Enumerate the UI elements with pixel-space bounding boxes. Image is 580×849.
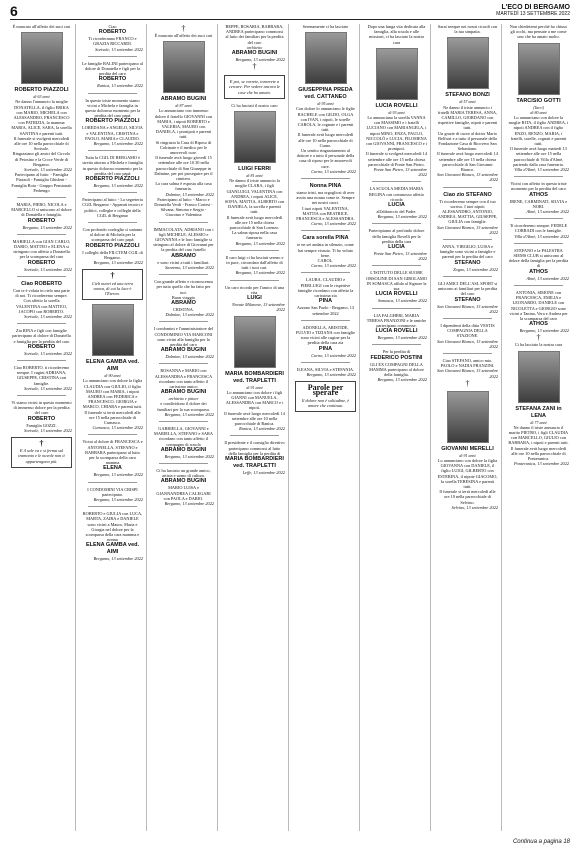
notice-text: MARIELLA con GIAN CARLO, DARIO, MATTEO e ELENA si stringono con affetto a Donatella per la scomparsa del caro — [12, 238, 71, 260]
divider — [514, 243, 563, 244]
age-note: di 91 anni — [246, 384, 263, 390]
place-date: Bergamo, 13 settembre 2022 — [93, 183, 143, 189]
age-note: (Tarci) — [533, 104, 544, 110]
notice-text: ANNA, VIRGILIO, LUISA e famiglie sono vicini a famiglie e parenti per la perdita del caro — [439, 244, 496, 260]
notice-text: Un sentito ringraziamento al dottore e a tutto il personale della casa di riposo per le amorevoli cure. — [296, 148, 355, 169]
age-note: di 81 anni — [246, 173, 263, 179]
notice-text: BEPPE, ROSARIA, BARBARA, ANDREA partecipano commossi al lutto dei familiari per la perdita del caro — [225, 24, 284, 45]
notice-text: siamo tristi, ma orgogliosi di aver avuto una nonna come te. Sempre nei nostri cuori. — [296, 190, 355, 206]
divider — [159, 222, 208, 223]
page-header — [10, 4, 570, 20]
publication-info — [496, 4, 570, 18]
place-date: Sorisole, 13 settembre 2022 — [95, 46, 143, 52]
notice-text: Il funerale si svolgerà mercoledì 14 settembre alle ore 15 nella chiesa parrocchiale di Ponte San Pietro. — [366, 151, 427, 167]
place-date: San Giovanni Bianco, 13 settembre 2022 — [437, 172, 498, 183]
notice-text: Per la perdita di — [382, 349, 411, 355]
divider — [17, 276, 66, 277]
notice-text: IRENE, CARMINATI, SILVIA e NORI. — [509, 198, 568, 209]
quote-title: † — [110, 271, 115, 281]
place-date: Bergamo, 13 settembre 2022 — [93, 556, 143, 562]
notice-text: Partecipano al lutto: - Marco e Donatella Verdi - Franco Cortesi - Silvana, Simona e Sergio - Giacomo e Valentina — [154, 196, 213, 218]
place-date: Bergamo, 13 settembre 2022 — [22, 224, 72, 230]
notice-text: Con te è volata in cielo una parte di noi. Ti ricorderemo sempre. — [13, 287, 70, 299]
deceased-name: ATHOS — [529, 268, 548, 275]
deceased-name: MARIA BOMBARDIERI ved. TRAPLETTI — [225, 370, 284, 384]
notice-text: Ne danno il triste annuncio la moglie CLARA, i figli GIANLUIGI, VALENTINA con ANDREA, i nipoti ALICE, SOFIA, MATTIA, ALBERTO con DANIELA, la sorella e parenti tutti. — [224, 178, 285, 215]
portrait-photo — [376, 48, 418, 100]
notice-text: te ne sei andata in silenzio, come hai sempre vissuto. Ti ho voluto bene. — [297, 242, 354, 258]
place-date: Curno, 13 settembre 2022 — [311, 263, 356, 269]
deceased-name: ABRAMO BUGINI — [160, 478, 207, 485]
divider — [230, 280, 279, 281]
notice-text: Non chiedetemi perché ho chiuso gli occhi, ma pensate a me come uno che ha amato molto. — [509, 24, 568, 40]
notice-text: Ti ricorderanno FRANCO e GRAZIA RICCARDI. — [88, 36, 137, 47]
divider — [443, 239, 492, 240]
place-date: Selvino, 13 settembre 2022 — [451, 504, 498, 510]
divider — [88, 192, 137, 193]
notice-text: Lo annunciano con dolore la figlia GIOVANNA con DANIELE, il figlio LUIGI, GILBERTO con ESTERINA, il nipote GIACOMO, la sorella TERESINA e parenti tutti. — [437, 457, 498, 489]
notice-text: Il funerale avrà luogo mercoledì alle ore 10 nella parrocchiale di Ponteranica. — [510, 445, 567, 461]
place-date: Sorisole, 13 settembre 2022 — [24, 266, 72, 272]
notice-text: GLI AMICI DELL'ASL SPORT si uniscono ai familiari per la perdita del caro — [437, 280, 498, 297]
deceased-name: ROBERTO — [27, 217, 56, 224]
deceased-name: ABRAMO BUGINI — [160, 446, 207, 453]
deceased-name: LUIGI — [247, 295, 262, 302]
place-date: Bergamo, 13 settembre 2022 — [93, 472, 143, 478]
quote-title: † — [39, 438, 44, 448]
divider — [159, 274, 208, 275]
deceased-name: ELENA — [103, 465, 122, 472]
notice-text: I colleghi della FILCTEM CGIL di Bergamo. — [82, 249, 143, 260]
deceased-name: ATHOS — [529, 191, 548, 198]
obituary-column — [292, 24, 360, 831]
divider — [372, 344, 421, 345]
deceased-name: Ciao ROBERTO — [21, 280, 62, 287]
place-date: Zogno, 13 settembre 2022 — [453, 266, 498, 272]
deceased-name: MARIA BOMBARDIERI ved. TRAPLETTI — [225, 455, 284, 469]
divider — [443, 276, 492, 277]
deceased-name: LUCIA — [388, 202, 405, 209]
notice-text: Un grazie di cuore al dottor Mario Belfiori e a tutto il personale della Fondazione Casa di Ricovero San Sebastiano. — [438, 130, 497, 152]
deceased-name: STEFANO BONZI — [445, 92, 490, 99]
cross-icon: † — [536, 333, 541, 343]
place-date: Curno, 13 settembre 2022 — [311, 352, 356, 358]
notice-text: MARIO LUISA e GIANNANDREA CALEGARI con PAOLA e DARIO. — [156, 485, 211, 501]
place-date: Sorisole, 13 settembre 2022 — [24, 385, 72, 391]
deceased-name: ABRAMO BUGINI — [231, 50, 278, 57]
portrait-photo — [447, 37, 489, 89]
notice-text: Serenamente ci ha lasciato — [302, 24, 349, 29]
deceased-name: LUCIA ROVELLI — [375, 328, 418, 335]
divider — [88, 56, 137, 57]
place-date: Bergamo, 13 settembre 2022 — [235, 240, 285, 246]
notice-text: ADONELLA, ARISTIDE, FULVIO e TIZIANA con famiglie sono vicini alle cugine per la perdita della cara zia — [295, 324, 356, 346]
notice-text: Il funerale si terrà mercoledì alle ore 10 nella parrocchiale di Selvino. — [439, 489, 496, 505]
notice-text: Vicini con affetto in questo triste momento per la perdita del caro — [510, 181, 567, 192]
divider — [372, 181, 421, 182]
notice-text: Ne danno il triste annuncio i fratelli MARIA TERESA, ANNA, CAMILLO, GIORDANO con rispettive famiglie, nipoti e parenti tutti. — [437, 104, 498, 131]
notice-text: Il funerale si svolgerà mercoledì alle ore 10 nella parrocchiale di Sorisole. — [13, 135, 70, 152]
divider — [372, 223, 421, 224]
deceased-name: FEDERICO POSTINI — [370, 354, 423, 361]
place-date: Villa d'Almè, 13 settembre 2022 — [514, 233, 569, 239]
notice-text: Partecipano al lutto: - Famiglia Piazzoli - Famiglia Ghisleni - Famiglia Rota - Gruppo Pensionati Pedrengo — [11, 172, 72, 193]
portrait-photo — [518, 351, 560, 403]
divider — [301, 178, 350, 179]
obituary-column — [8, 24, 76, 831]
quote-box — [11, 437, 72, 468]
place-date: Bergamo, 13 settembre 2022 — [164, 453, 214, 459]
portrait-photo — [21, 32, 63, 84]
place-date: Bergamo, 13 settembre 2022 — [93, 141, 143, 147]
notice-text: Il funerale avrà luogo mercoledì alle ore 10 nella parrocchiale di Curno. — [297, 132, 354, 148]
notice-text: CRISTINA. — [173, 306, 194, 312]
notice-text: ILEANA, SILVIA e STEFANIA. — [296, 366, 355, 372]
notice-text: I condomini e l'amministratore del CONDOMINIO VIA MARCONI sono vicini alla famiglia per la perdita del caro — [153, 326, 214, 347]
place-date: Bergamo, 13 settembre 2022 — [519, 328, 569, 334]
deceased-name: PINA — [318, 298, 333, 305]
place-date: Dalmine, 13 settembre 2022 — [165, 312, 214, 318]
deceased-name: LUIGI FERRI — [238, 166, 271, 173]
notice-text: ROSANNA e MARIO con ALESSANDRA e FRANCESCA ricordano con tanto affetto il carissimo amico — [154, 368, 213, 389]
place-date: Bergamo, 13 settembre 2022 — [93, 496, 143, 502]
notice-text: MARIA, PIERO, NICOLA e MARCELLO si uniscono al dolore di Donatella e famiglia. — [11, 202, 72, 218]
deceased-name: ROBERTO — [98, 29, 127, 36]
cross-icon: † — [465, 378, 470, 388]
place-date: Dalmine, 13 settembre 2022 — [165, 191, 214, 197]
place-date: Sorisole, 13 settembre 2022 — [24, 350, 72, 356]
divider — [17, 323, 66, 324]
notice-text: Azzano San Paolo - Bergamo, 13 settembre 2022 — [296, 305, 355, 316]
divider — [88, 93, 137, 94]
notice-text: Con profondo cordoglio ci uniamo al dolore di Michela per la scomparsa del caro papà — [82, 227, 143, 243]
portrait-photo — [92, 304, 134, 356]
notice-text: Partecipiamo al profondo dolore della famiglia Rovelli per la perdita della cara — [368, 228, 425, 244]
cross-icon: † — [252, 62, 257, 72]
notice-text: LA SCUOLA MEDIA MARIA REGINA con commosso affetto ricorda — [369, 186, 424, 202]
publication-name: L'ECO DI BERGAMO — [501, 4, 570, 11]
notice-text: STEFANO e la PALESTRA SIEMS CLUB si uniscono al dolore della famiglia per la perdita di — [508, 247, 569, 269]
notice-text: L'ISTITUTO DELLE SUORE ORSOLINE DI SAN GIROLAMO IN SOMASCA affida al Signore la sua — [366, 270, 427, 292]
place-date: San Giovanni Bianco, 13 settembre 2022 — [437, 224, 498, 235]
age-note: di 87 anni — [175, 103, 192, 109]
deceased-name: ROBERTO — [27, 343, 56, 350]
divider — [159, 463, 208, 464]
deceased-name: ABRAMO BUGINI — [160, 389, 207, 396]
obituary-columns — [8, 24, 572, 831]
deceased-name: ABRAMO BUGINI — [160, 96, 207, 103]
notice-text: Un caro ricordo per l'amico di una vita. — [225, 284, 284, 295]
age-note: di 80 anni — [530, 109, 547, 115]
divider — [230, 435, 279, 436]
continue-note: Continua a pagina 18 — [512, 839, 570, 845]
notice-text: Il funerale avrà luogo giovedì 15 settembre alle ore 10.30 nella parrocchiale di San Giuseppe in Dalmine, per poi proseguire per il cimitero. — [154, 155, 213, 182]
age-note: di 57 anni — [459, 99, 476, 105]
place-date: Somasca, 13 settembre 2022 — [377, 298, 427, 304]
deceased-name: ATHOS — [529, 321, 548, 328]
place-date: Sorisole, 13 settembre 2022 — [24, 167, 72, 173]
notice-text: Ciao STEFANO, amico mio. PAOLO e NADIA FRANZINI. — [440, 357, 495, 369]
notice-text: Con grande affetto e riconoscenza per tutto quello che ha fatto per noi. — [154, 279, 213, 295]
place-date: Ponte San Pietro, 13 settembre 2022 — [373, 251, 427, 262]
portrait-photo — [163, 41, 205, 93]
quote-box — [295, 381, 356, 412]
notice-text: I dipendenti della ditta VESTIS COMPAGNIA DELLA STAZIONE. — [440, 322, 495, 339]
notice-text: all'abbraccio del Padre. — [376, 209, 417, 215]
notice-text: Vi siamo vicini in questo momento di immenso dolore per la perdita del caro — [11, 399, 72, 416]
divider — [443, 187, 492, 188]
deceased-name: LUCIA — [388, 244, 405, 251]
obituary-column — [79, 24, 147, 831]
obituary-column — [363, 24, 431, 831]
notice-text: Ciao — [108, 24, 117, 29]
deceased-name: ELENA GAMBA ved. AIMI — [85, 359, 140, 373]
divider — [17, 360, 66, 361]
notice-text: Lo annunciano la sorella VANNA con MASSIMO e i fratelli LUCIANO con MARIANGELA, i nipoti MINO, ENZA, PAULO, NICCOLÒ e LUCIA, FILOMENA con GIOVANNI, FRANCESCO e i pronipoti. — [366, 115, 427, 152]
divider — [514, 176, 563, 177]
deceased-name: STEFANO — [454, 296, 481, 303]
notice-text: Il presidente e il consiglio direttivo partecipano commossi al lutto della famiglia per la perdita di — [224, 440, 285, 456]
notice-text: Partecipano al lutto: - La segreteria CGIL Bergamo - Apparati tecnici e politici, colleghe e colleghi della CGIL di Bergamo — [82, 197, 143, 218]
portrait-photo — [518, 43, 560, 95]
deceased-name: ABRAMO BUGINI — [160, 347, 207, 354]
place-date: Bergamo, 13 settembre 2022 — [164, 411, 214, 417]
notice-text: I tuoi nipoti VALENTINA, MATTIA con BEATRICE, FRANCESCA e ALESSANDRA. — [296, 205, 355, 222]
notice-text: I CONDOMINI VIA CRISPI partecipano. — [87, 486, 138, 497]
place-date: Curno, 13 settembre 2022 — [311, 221, 356, 227]
portrait-photo — [305, 32, 347, 84]
notice-text: LAURA, CLAUDIO e PIERLUIGI con le rispettive famiglie ricordano con affetto la carissima zia — [297, 277, 354, 299]
divider — [301, 230, 350, 231]
age-note: architetto e pittore — [168, 396, 199, 402]
notice-text: Con affetto la sorella VALENTINA con MATTEO, JACOPO con ROBERTO. — [16, 298, 67, 314]
divider — [88, 222, 137, 223]
place-date: Bergamo, 13 settembre 2022 — [235, 270, 285, 276]
divider — [88, 150, 137, 151]
page-number: 6 — [10, 3, 18, 19]
notice-text: È mancato all'affetto dei suoi cari — [154, 33, 213, 38]
notice-text: Il funerale avrà luogo mercoledì 14 settembre alle ore 15 nella chiesa parrocchiale di San Giovanni Bianco. — [437, 151, 498, 173]
divider — [88, 482, 137, 483]
publication-date: MARTEDÌ 13 SETTEMBRE 2022 — [496, 11, 570, 17]
divider — [159, 363, 208, 364]
divider — [159, 321, 208, 322]
notice-text: Si ringrazia la Casa di Riposo di Calcinate e il medico per le amorevoli cure. — [155, 139, 212, 156]
deceased-name: LUCIA ROVELLI — [375, 291, 418, 298]
notice-text: È mancato all'affetto dei suoi cari — [12, 24, 71, 29]
place-date: Leffe, 13 settembre 2022 — [242, 469, 285, 475]
notice-text: La salma riposa nella casa funeraria. — [231, 230, 278, 241]
notice-text: Ne danno il triste annuncio il marito PIETRO, i figli CLAUDIA con MARCELLO, GIULIO con BARBARA, i nipoti e parenti tutti. — [508, 424, 569, 446]
portrait-photo — [447, 391, 489, 443]
notice-text: Ci ha lasciato un grande amico, artista e uomo di cultura. — [156, 467, 211, 479]
divider — [159, 421, 208, 422]
notice-text: Con dolore lo annunciano le figlie RACHELE con GILDO, OLGA con IVAN, i nipoti, le sorelle CAROLA, le cognate e i parenti tutti. — [296, 106, 355, 133]
notice-text: Le famiglie BALINI partecipano al dolore di Donatella e figli per la perdita del caro — [82, 60, 143, 77]
place-date: Bergamo, 13 settembre 2022 — [377, 214, 427, 220]
place-date: Sorisole, 13 settembre 2022 — [24, 313, 72, 319]
notice-text: Ti ricorderemo sempre con il tuo sorriso. I tuoi nipoti ALESSANDRO, ANTONIO, ANDREA, MATTIA, GIUSEPPE, GIULIA con famiglie. — [437, 198, 498, 225]
place-date: Dalmine, 13 settembre 2022 — [165, 354, 214, 360]
quote-box — [224, 75, 285, 99]
place-date: Villa d'Almè, 13 settembre 2022 — [514, 167, 569, 173]
obituary-column — [434, 24, 502, 831]
notice-text: Lo annunciano con dolore la moglie RITA, il figlio ANDREA, i nipoti ANDREA con il figlio ENZO, RENZO, MARIA, i fratelli, sorelle, cognati e parenti tutti. — [508, 115, 569, 147]
place-date: Almè, 13 settembre 2022 — [526, 209, 569, 215]
divider — [301, 272, 350, 273]
place-date: Curno, 13 settembre 2022 — [311, 168, 356, 174]
place-date: Ranica, 13 settembre 2022 — [239, 426, 285, 432]
place-date: Sorisole, 13 settembre 2022 — [24, 427, 72, 433]
notice-text: Dopo una lunga vita dedicata alla famiglia, alla scuola e alle missioni, ci ha lasciato la nostra cara — [367, 24, 426, 45]
divider — [301, 362, 350, 363]
quote-text: E il sole va e si ferma sul tramonto e le nuvole non ti appartengono più. — [18, 448, 65, 464]
deceased-name: GIUSEPPINA PREDA ved. CATTANEO — [298, 87, 353, 101]
notice-text: LOREDANA e ANGELO, SILVIA e VALENTINA, CRISTINA e PAOLO, MARIA e CLAUDIO. — [82, 125, 143, 141]
deceased-name: STEFANA ZANI in LENA — [515, 405, 562, 419]
place-date: Sanremo, 13 settembre 2022 — [165, 264, 214, 270]
divider — [88, 506, 137, 507]
deceased-name: Cara sorella PINA — [302, 235, 349, 242]
deceased-name: ROBERTO — [98, 76, 127, 83]
notice-text: Ci ha lasciati il nostro caro — [231, 102, 278, 108]
deceased-name: PINA — [318, 345, 333, 352]
notice-text: Il funerale avrà luogo mercoledì alle ore 15 nella chiesa parrocchiale di San Lorenzo. — [226, 214, 283, 231]
deceased-name: LUCIA ROVELLI — [375, 102, 418, 109]
notice-text: e sono vicini a tutti i familiari. — [157, 259, 210, 265]
place-date: Bergamo, 13 settembre 2022 — [235, 57, 285, 63]
notice-text: CAROL. — [317, 258, 334, 264]
notice-text: Lo annunciano con dolore i figli GIANNI con MANUELA, ALESSANDRA con MARCO e i nipoti. — [225, 389, 284, 411]
divider — [443, 353, 492, 354]
age-note: di 63 anni — [33, 94, 50, 100]
notice-text: GLI EX COMPAGNI DELLA MAMMA partecipano al dolore della famiglia. — [369, 361, 424, 377]
notice-text: Tutta la CGIL DI BERGAMO è stretta attorno a Michela e famiglia in questo doloroso momento per la perdita del caro papà — [82, 155, 143, 176]
quote-text: Il dolore non è solitudine, è amore che continua. — [301, 397, 350, 408]
age-note: di 91 anni — [459, 452, 476, 458]
notice-text: Ci ha lasciato la nostra cara — [514, 342, 563, 348]
age-note: di 90 anni — [104, 373, 121, 379]
place-date: Curnasco, 13 settembre 2022 — [92, 425, 143, 431]
divider — [514, 285, 563, 286]
place-date: Bergamo, 13 settembre 2022 — [93, 260, 143, 266]
quote-title: Parole per sperare — [307, 383, 344, 398]
deceased-name: ROBERTO — [27, 415, 56, 422]
divider — [88, 434, 137, 435]
divider — [372, 308, 421, 309]
age-note: architetto — [246, 44, 263, 50]
notice-text: ROBERTO e GIULIA con LUCA, MARTA, ZAIRA e DANIELE sono vicini a Mauro, Maria e Giorgia nel dolore per la scomparsa della cara mamma e nonna — [82, 511, 143, 543]
deceased-name: ROBERTO PIAZZOLI — [85, 176, 140, 183]
place-date: Bergamo, 13 settembre 2022 — [164, 500, 214, 506]
notice-text: La cara salma è esposta alla casa funeraria. — [155, 181, 212, 192]
notice-text: Buon viaggio — [171, 294, 196, 300]
deceased-name: ABRAMO — [171, 299, 196, 306]
place-date: Ranica, 13 settembre 2022 — [97, 83, 143, 89]
deceased-name: ABRAMO — [171, 252, 196, 259]
notice-text: Il caro luigi ci ha lasciati sereno e in pace, circondato dall'affetto di tutti i suoi cari. — [225, 254, 284, 271]
deceased-name: GIOVANNI MERELLI — [441, 445, 494, 452]
divider — [17, 395, 66, 396]
divider — [301, 320, 350, 321]
notice-text: Il funerale avrà luogo mercoledì 14 settembre alle ore 10 nella parrocchiale di Ranica. — [224, 410, 285, 426]
divider — [17, 234, 66, 235]
notice-text: IMMACOLATA, ADRIANO con i figli MICHELE, ALESSIO e GIOVANNA e le loro famiglie si stringono al dolore di Giovanni per la perdita del caro fratello — [153, 226, 214, 253]
deceased-name: ROBERTO PIAZZOLI — [85, 242, 140, 249]
obituary-column — [221, 24, 289, 831]
deceased-name: ROBERTO PIAZZOLI — [14, 87, 69, 94]
deceased-name: Nonna PINA — [309, 183, 342, 190]
age-note: di 77 anni — [530, 419, 547, 425]
notice-text: Lo annunciano con immenso dolore il fratello GIOVANNI con MARIA, i nipoti ROBERTO e VALERIA, MAURO con DANIELA, i pronipoti e parenti tutti. — [154, 108, 213, 140]
notice-text: Ringraziano gli amici del Circolo di Petosino e la Croce Verde di Bergamo. — [12, 151, 71, 167]
deceased-name: TARCISIO GOTTI — [516, 97, 561, 104]
notice-text: e condividono il dolore dei familiari per la sua scomparsa. — [157, 401, 210, 412]
notice-text: Sarai sempre nei nostri ricordi con la tua simpatia. — [437, 24, 498, 35]
place-date: Bergamo, 13 settembre 2022 — [377, 377, 427, 383]
age-note: di 95 anni — [317, 101, 334, 107]
place-date: San Giovanni Bianco, 13 settembre 2022 — [437, 338, 498, 349]
notice-text: Lo annunciano con dolore la figlia CLAUDIA con GIULIO, il figlio MAURO con MARIA, i nipoti ANDREA con FEDERICA e FRANCESCO, GIORGIA e MARCO, CHIARA e parenti tutti. — [82, 378, 143, 410]
notice-text: GABRIELLA, GIOVANNI e MARIELLA, STEFANO e SARA ricordano con tanto affetto il compagno di scuola — [154, 425, 213, 447]
deceased-name: ELENA GAMBA ved. AIMI — [85, 542, 140, 556]
quote-text: Cieli nuovi ed una terra nuova, di cui la luce è l'Eterno. — [91, 280, 134, 296]
age-note: di 93 anni — [388, 109, 405, 115]
divider — [372, 265, 421, 266]
deceased-name: ROBERTO PIAZZOLI — [85, 118, 140, 125]
place-date: Bergamo, 13 settembre 2022 — [377, 335, 427, 341]
place-date: Bergamo, 13 settembre 2022 — [306, 371, 356, 377]
place-date: Ponteranica, 13 settembre 2022 — [514, 461, 569, 467]
quote-text: E poi, se vorrete, tornerete a cercare. Per vedere ancora le cose che ho amato. — [229, 79, 280, 95]
portrait-photo — [234, 111, 276, 163]
notice-text: Vicini al dolore di FRANCESCA e ANTONELLA, STEFANO e BARBARA partecipano al lutto per la scomparsa della cara mamma — [82, 439, 143, 466]
cross-icon: † — [181, 24, 186, 33]
notice-text: Il funerale avrà luogo martedì 13 settembre alle ore 15 nella parrocchiale di Villa d'Almè, partendo dalla casa funeraria. — [510, 146, 567, 167]
obituary-column — [505, 24, 572, 831]
notice-text: Il funerale si terrà mercoledì alle ore 15 nella parrocchiale di Curnasco. — [84, 409, 141, 425]
place-date: San Giovanni Bianco, 13 settembre 2022 — [437, 303, 498, 314]
notice-text: Famiglia GOZZI. — [26, 422, 57, 428]
notice-text: ANTONIA, SIMONE con FRANCESCA, EMILIA e LEONARDO, DANIELE con NICOLETTA e GIORGIO sono vicini a Tanina, Vera e Andrea per la scomparsa del caro — [509, 289, 568, 321]
place-date: Ponte San Pietro, 13 settembre 2022 — [373, 167, 427, 178]
portrait-photo — [234, 316, 276, 368]
deceased-name: STEFANO — [454, 259, 481, 266]
obituary-column — [150, 24, 218, 831]
notice-text: Ciao ROBERTO, ti ricorderemo sempre. I cugini ADRIANA, GIUSEPPE, CRISTINA con famiglie. — [13, 364, 70, 386]
divider — [230, 250, 279, 251]
place-date: Almè, 13 settembre 2022 — [526, 275, 569, 281]
notice-text: Ti ricorderemo sempre. FEDELE CORRADI con le famiglie. — [509, 223, 568, 234]
divider — [17, 197, 66, 198]
place-date: Novate Milanese, 13 settembre 2022 — [231, 302, 285, 313]
deceased-name: Ciao zio STEFANO — [443, 191, 492, 198]
divider — [514, 218, 563, 219]
notice-text: Zia RINA e figli con famiglie partecipano al dolore di Donatella e famiglia per la perdita del caro — [12, 328, 71, 344]
notice-text: LIA FALGHERI, MARIA TERESA FRANZONI e le amiche partecipano commosse. — [366, 312, 427, 328]
deceased-name: ROBERTO — [27, 259, 56, 266]
place-date: San Giovanni Bianco, 13 settembre 2022 — [437, 368, 498, 379]
notice-text: In questo triste momento siamo vicini a Michela e famiglia in questo doloroso momento per la perdita del caro papà — [84, 97, 141, 119]
quote-box — [82, 269, 143, 300]
divider — [443, 318, 492, 319]
notice-text: Ne danno l'annuncio la moglie DONATELLA, il figlio ERIKA con MARIO, MICHELA con ALESSANDRO, FRANCESCO con PATRIZIA, la mamma MARIA, ALICE, SARA, la sorella SANTINA e parenti tutti. — [11, 99, 72, 136]
